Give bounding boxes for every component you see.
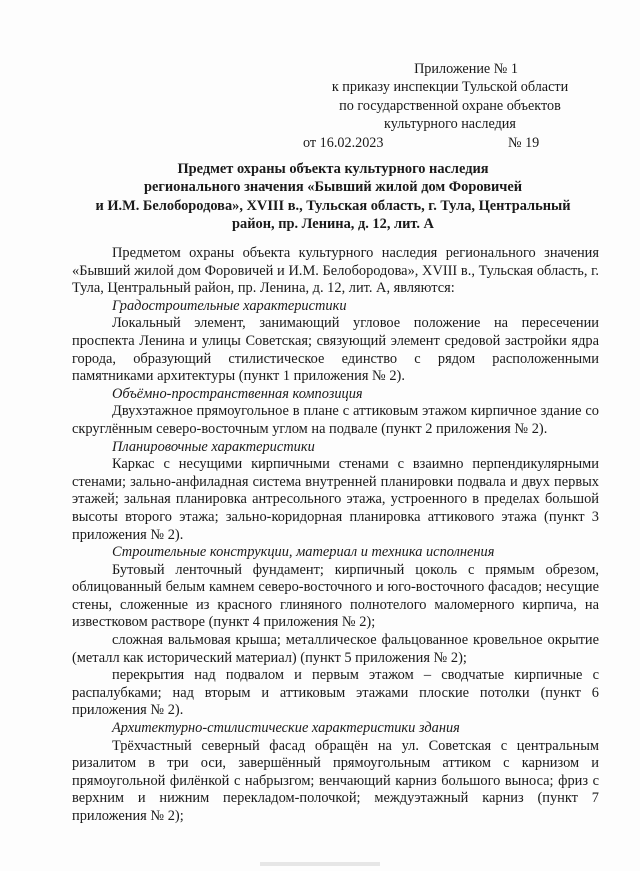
roof-paragraph: сложная вальмовая крыша; металлическое фальцованное кровельное окрытие (металл как исторический материал) (пункт 5 приложения № 2); — [72, 632, 599, 666]
order-number: № 19 — [508, 134, 540, 151]
title-line-2: регионального значения «Бывший жилой дом Форовичей — [143, 179, 523, 196]
section-heading-urban: Градостроительные характеристики — [112, 297, 347, 314]
urban-paragraph: Локальный элемент, занимающий угловое положение на пересечении проспекта Ленина и улицы Советская; связующий элемент средовой застройки ядра города, образующий стилистическое единство с рядом расположенными памятниками архитектуры (пункт 1 приложения № 2). — [72, 315, 599, 385]
section-heading-volume: Объёмно-пространственная композиция — [112, 385, 363, 402]
section-heading-architecture: Архитектурно-стилистические характеристики здания — [112, 720, 460, 737]
volume-paragraph: Двухэтажное прямоугольное в плане с аттиковым этажом кирпичное здание со скруглённым северо-восточным углом на подвале (пункт 2 приложения № 2). — [72, 403, 599, 437]
title-line-4: район, пр. Ленина, д. 12, лит. А — [232, 216, 434, 233]
document-body — [72, 245, 599, 826]
order-date-number — [300, 134, 600, 152]
appendix-line-4: культурного наследия — [384, 116, 516, 133]
appendix-header — [300, 60, 600, 152]
floors-paragraph: перекрытия над подвалом и первым этажом – сводчатые кирпичные с распалубками; над вторым и аттиковым этажами плоские потолки (пункт 6 приложения № 2). — [72, 667, 599, 719]
title-line-1: Предмет охраны объекта культурного наследия — [177, 161, 489, 177]
section-heading-planning: Планировочные характеристики — [112, 438, 315, 455]
intro-paragraph: Предметом охраны объекта культурного наследия регионального значения «Бывший жилой дом Форовичей и И.М. Белобородова», XVIII в., Тульская область, г. Тула, Центральный район, пр. Ленина, д. 12, лит. А, являются: — [72, 245, 599, 297]
appendix-line-3: по государственной охране объектов — [339, 97, 561, 114]
facade-paragraph: Трёхчастный северный фасад обращён на ул. Советская с центральным ризалитом в три оси, завершённый прямоугольным аттиком с карнизом и прямоугольной филёнкой с набрызгом; венчающий карниз большого выноса; фриз с верхним и нижним перекладом-полочкой; междуэтажный карниз (пункт 7 приложения № 2); — [72, 737, 599, 824]
appendix-line-2: к приказу инспекции Тульской области — [331, 79, 569, 96]
scan-artifact — [260, 862, 380, 866]
order-date: от 16.02.2023 — [303, 134, 384, 151]
title-line-3: и И.М. Белобородова», XVIII в., Тульская область, г. Тула, Центральный — [95, 197, 571, 214]
document-title — [60, 160, 606, 234]
planning-paragraph: Каркас с несущими кирпичными стенами с взаимно перпендикулярными стенами; зально-анфиладная система внутренней планировки подвала и двух первых этажей; зальная планировка антресольного этажа, устроенного в пределах большой высоты второго этажа; зально-коридорная планировка аттикового этажа (пункт 3 приложения № 2). — [72, 456, 599, 543]
appendix-line-1: Приложение № 1 — [414, 61, 518, 77]
section-heading-construction: Строительные конструкции, материал и техника исполнения — [112, 544, 495, 561]
foundation-paragraph: Бутовый ленточный фундамент; кирпичный цоколь с прямым обрезом, облицованный белым камнем северо-восточного и юго-восточного фасадов; несущие стены, сложенные из красного глиняного полнотелого маломерного кирпича, на известковом растворе (пункт 4 приложения № 2); — [72, 561, 599, 631]
